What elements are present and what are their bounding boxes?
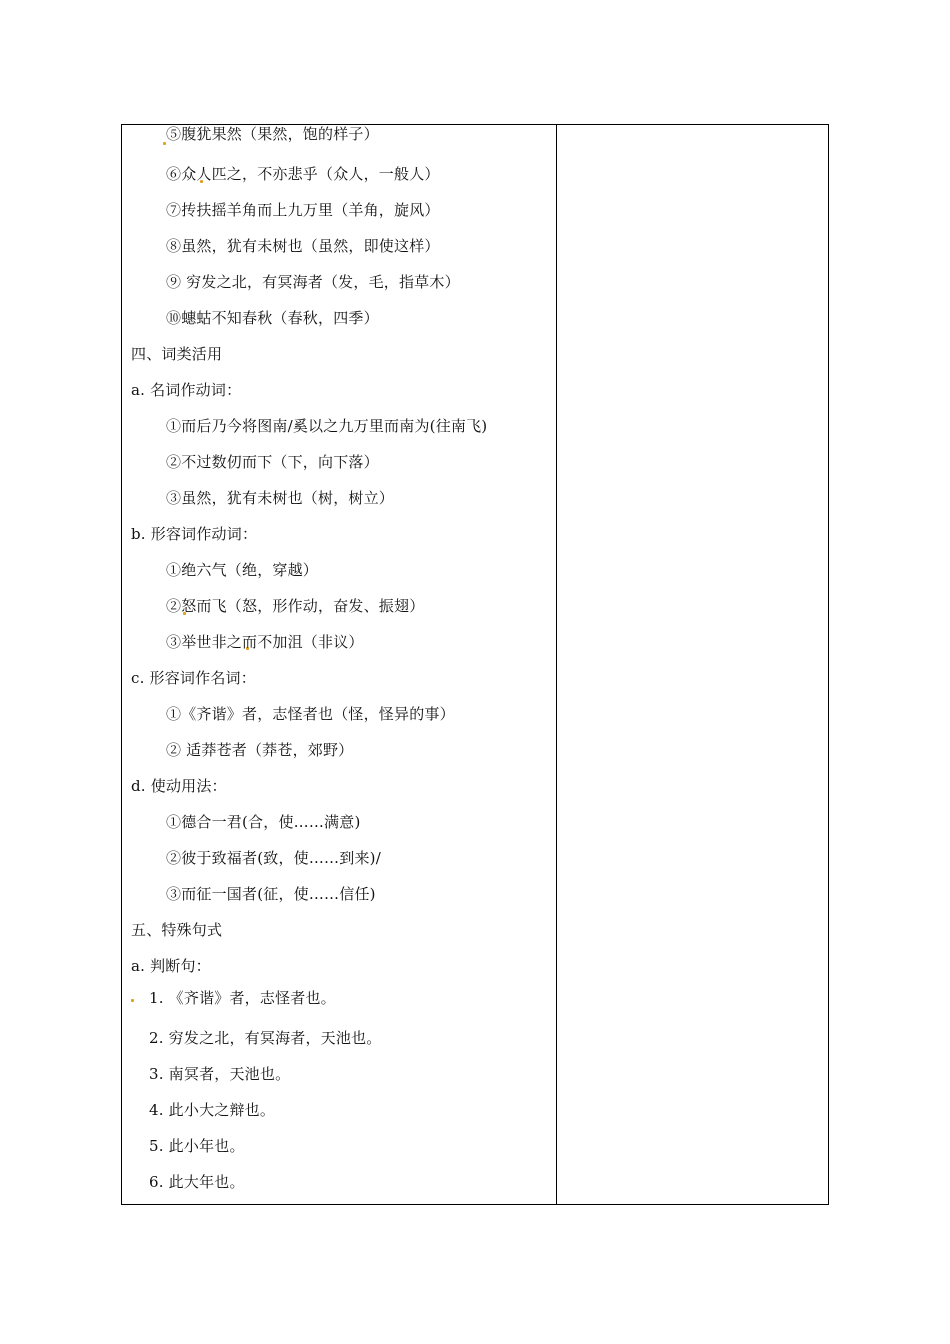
text-line: ② 适莽苍者（莽苍，郊野） [166,741,354,759]
subsection-heading: a. 判断句： [131,957,211,975]
list-item: 1. 《齐谐》者，志怪者也。 [149,989,336,1007]
text-line: ③虽然，犹有未树也（树，树立） [166,489,395,507]
text-line: ①德合一君(合，使……满意) [166,813,361,831]
text-line: ⑤腹犹果然（果然，饱的样子） [166,125,379,143]
text-line: ②不过数仞而下（下，向下落） [166,453,379,471]
edit-mark [131,999,134,1002]
text-line: ①绝六气（绝，穿越） [166,561,319,579]
section-heading: 五、特殊句式 [131,921,223,939]
subsection-heading: b. 形容词作动词： [131,525,258,543]
text-line: ⑧虽然，犹有未树也（虽然，即使这样） [166,237,440,255]
text-line: ①而后乃今将图南/奚以之九万里而南为(往南飞) [166,417,488,435]
list-item: 6. 此大年也。 [149,1173,245,1191]
list-item: 4. 此小大之辩也。 [149,1101,276,1119]
text-line: ⑦抟扶摇羊角而上九万里（羊角，旋风） [166,201,440,219]
text-line: ⑥众人匹之，不亦悲乎（众人，一般人） [166,165,440,183]
text-line: ①《齐谐》者，志怪者也（怪，怪异的事） [166,705,455,723]
subsection-heading: a. 名词作动词： [131,381,242,399]
text-line: ③而征一国者(征，使……信任) [166,885,376,903]
subsection-heading: d. 使动用法： [131,777,227,795]
text-line: ②怒而飞（怒，形作动，奋发、振翅） [166,597,425,615]
text-line: ②彼于致福者(致，使……到来)/ [166,849,381,867]
section-heading: 四、词类活用 [131,345,223,363]
text-line: ⑩蟪蛄不知春秋（春秋，四季） [166,309,379,327]
content-table [121,124,829,1205]
list-item: 3. 南冥者，天池也。 [149,1065,291,1083]
text-line: ⑨ 穷发之北，有冥海者（发，毛，指草木） [166,273,460,291]
list-item: 2. 穷发之北，有冥海者，天池也。 [149,1029,382,1047]
right-cell [557,125,828,1204]
left-cell [122,125,556,1204]
text-line: ③举世非之而不加沮（非议） [166,633,364,651]
list-item: 5. 此小年也。 [149,1137,245,1155]
subsection-heading: c. 形容词作名词： [131,669,256,687]
